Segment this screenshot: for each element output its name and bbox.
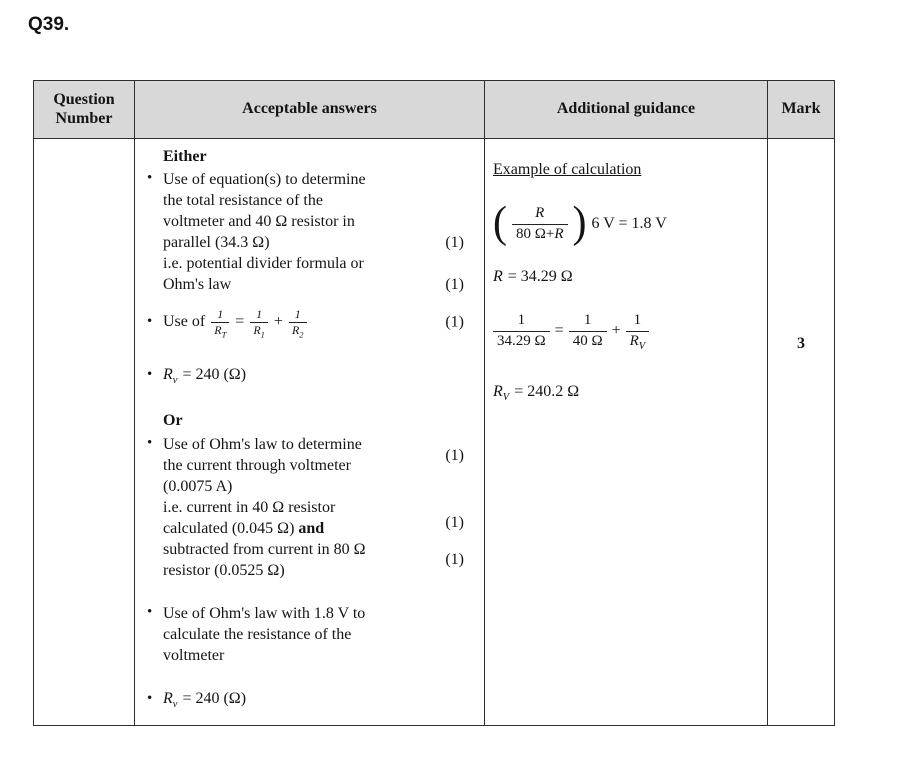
- answer-line: subtracted from current in 80 Ω: [163, 541, 366, 558]
- bullet-icon: •: [147, 690, 153, 707]
- close-paren: ): [572, 198, 587, 248]
- question-number-cell: [34, 139, 135, 725]
- bullet-icon: •: [147, 313, 153, 330]
- mark-point: (1): [445, 447, 464, 464]
- answer-bullet-total-resistance: [135, 169, 484, 295]
- answer-line: voltmeter: [163, 647, 225, 664]
- subscript-v: v: [172, 375, 178, 387]
- fraction-1-over-40: $\frac{1}{40 \Omega}$: [569, 311, 607, 351]
- answer-line: the current through voltmeter: [163, 457, 351, 474]
- answer-line: Ohm's law: [163, 276, 232, 293]
- example-of-calculation-heading: Example of calculation: [493, 161, 642, 178]
- answer-value: = 240 (Ω): [182, 690, 247, 707]
- mark-point: (1): [445, 234, 464, 251]
- calculation-potential-divider: [493, 198, 761, 250]
- answer-bullet-ohms-law-resistance: [135, 603, 484, 666]
- answer-line: i.e. potential divider formula or: [163, 255, 364, 272]
- header-mark: Mark: [768, 81, 834, 139]
- equation-prefix: Use of: [163, 313, 206, 330]
- plus-sign: +: [273, 313, 283, 330]
- answer-line: resistor (0.0525 Ω): [163, 562, 285, 579]
- equals-sign: =: [235, 313, 245, 330]
- answer-bullet-rv-result-2: [135, 688, 484, 710]
- additional-guidance-cell: [485, 139, 768, 725]
- mark-point: (1): [445, 551, 464, 568]
- or-label: Or: [163, 412, 183, 429]
- mark-point: (1): [445, 276, 464, 293]
- variable-R: R: [163, 366, 173, 383]
- fraction-R-over-80-plus-R: R 80 Ω+R: [512, 204, 568, 244]
- fraction-1-over-RV: $\frac{1}{R_V}$: [626, 311, 650, 351]
- answer-line: i.e. current in 40 Ω resistor: [163, 499, 336, 516]
- answer-line: calculated (0.045 Ω) and: [163, 520, 325, 537]
- mark-scheme-table: [33, 80, 835, 726]
- open-paren: (: [493, 198, 507, 248]
- bullet-icon: •: [147, 604, 153, 620]
- question-number-heading: Q39.: [28, 14, 70, 35]
- calculation-rhs: 6 V = 1.8 V: [591, 215, 667, 232]
- mark-value: 3: [797, 335, 805, 352]
- answer-line: (0.0075 A): [163, 478, 233, 495]
- header-additional-guidance: Additional guidance: [485, 81, 768, 139]
- header-question-number: Question Number: [34, 81, 135, 139]
- answer-value: = 240 (Ω): [182, 366, 247, 383]
- mark-cell: [768, 139, 834, 725]
- either-label: Either: [163, 148, 207, 165]
- bullet-icon: •: [147, 170, 153, 186]
- answer-line: Use of Ohm's law with 1.8 V to: [163, 605, 366, 622]
- variable-R: R: [163, 690, 173, 707]
- fraction-1-over-RT: $\frac{1}{R_T}$: [211, 307, 229, 338]
- fraction-1-over-34-29: $\frac{1}{34.29 \Omega}$: [493, 311, 550, 351]
- answer-bullet-parallel-equation: [135, 303, 484, 341]
- answer-bullet-ohms-law-current: [135, 434, 484, 581]
- header-acceptable-answers: Acceptable answers: [135, 81, 485, 139]
- result-RV: $R_V = 240.2$ Ω: [493, 383, 580, 404]
- answer-line: the total resistance of the: [163, 192, 323, 209]
- bold-and: and: [298, 520, 325, 537]
- plus-sign: +: [611, 322, 621, 339]
- result-R: R = 34.29 Ω: [493, 268, 573, 285]
- answer-line: Use of Ohm's law to determine: [163, 436, 362, 453]
- calculation-parallel-resistance: [493, 305, 761, 357]
- answer-bullet-rv-result: [135, 364, 484, 386]
- answer-line: parallel (34.3 Ω): [163, 234, 270, 251]
- bullet-icon: •: [147, 435, 153, 451]
- mark-point: (1): [445, 313, 464, 331]
- acceptable-answers-cell: [135, 139, 485, 725]
- equals-sign: =: [554, 322, 564, 339]
- answer-line: Use of equation(s) to determine: [163, 171, 366, 188]
- answer-line: voltmeter and 40 Ω resistor in: [163, 213, 355, 230]
- bullet-icon: •: [147, 366, 153, 383]
- subscript-v: v: [172, 699, 178, 711]
- answer-line: calculate the resistance of the: [163, 626, 352, 643]
- mark-point: (1): [445, 514, 464, 531]
- fraction-1-over-R1: $\frac{1}{R_1}$: [250, 307, 268, 338]
- fraction-1-over-R2: $\frac{1}{R_2}$: [289, 307, 307, 338]
